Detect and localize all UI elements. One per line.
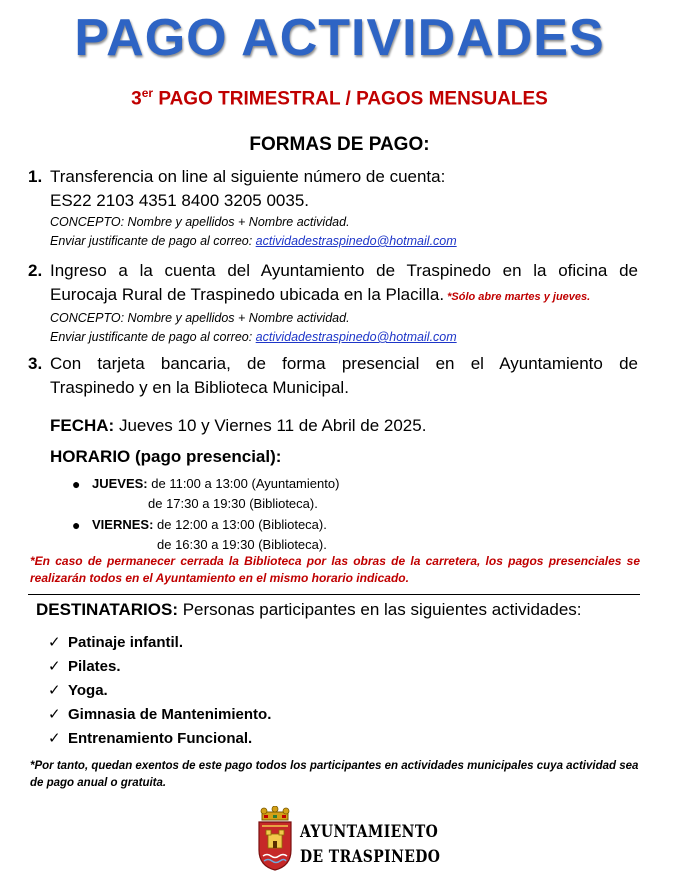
- email-label: Enviar justificante de pago al correo:: [50, 234, 256, 248]
- subtitle-sup: er: [141, 86, 154, 100]
- schedule-slot: de 12:00 a 13:00 (Biblioteca).: [153, 517, 327, 532]
- method-line-2: [50, 283, 638, 309]
- method-line: Transferencia on line al siguiente número de cuenta:: [50, 167, 446, 186]
- bullet-icon: ●: [72, 517, 81, 533]
- page-subtitle: [0, 86, 679, 110]
- checkmark-icon: ✓: [48, 634, 61, 651]
- subtitle-rest: PAGO TRIMESTRAL / PAGOS MENSUALES: [153, 88, 548, 110]
- email-label: Enviar justificante de pago al correo:: [50, 330, 256, 344]
- email-link[interactable]: actividadestraspinedo@hotmail.com: [255, 330, 457, 344]
- schedule-day: VIERNES:: [92, 517, 154, 532]
- schedule-thursday: [72, 474, 472, 516]
- fecha-label: FECHA:: [50, 416, 115, 435]
- method-email-row: [50, 328, 638, 347]
- checkmark-icon: ✓: [48, 706, 61, 723]
- method-number: 3.: [28, 354, 43, 373]
- destinatarios-label: DESTINATARIOS:: [36, 600, 178, 619]
- payment-method-3: [28, 352, 638, 400]
- schedule-slot-2: de 16:30 a 19:30 (Biblioteca).: [157, 537, 327, 552]
- warning-note: *En caso de permanecer cerrada la Biblioteca por las obras de la carretera, los pagos presenciales se realizarán todos en el Ayuntamiento en el mismo horario indicado.: [30, 554, 640, 585]
- checkmark-icon: ✓: [48, 730, 61, 747]
- destinatarios-text: Personas participantes en las siguientes actividades:: [177, 600, 582, 619]
- opening-note: *Sólo abre martes y jueves.: [444, 291, 591, 303]
- logo-text: [300, 820, 440, 870]
- payment-method-1: [28, 165, 638, 251]
- page-title: PAGO ACTIVIDADES: [74, 9, 605, 67]
- method-number: 2.: [28, 261, 43, 280]
- activity-item: [48, 681, 108, 699]
- activity-item: [48, 729, 252, 747]
- checkmark-icon: ✓: [48, 658, 61, 675]
- schedule-slot-2: de 17:30 a 19:30 (Biblioteca).: [148, 496, 318, 511]
- forms-title: FORMAS DE PAGO:: [249, 134, 430, 155]
- subtitle-ordinal: 3: [131, 88, 142, 110]
- activity-label: Yoga.: [68, 682, 108, 699]
- checkmark-icon: ✓: [48, 682, 61, 699]
- fecha-value: Jueves 10 y Viernes 11 de Abril de 2025.: [114, 416, 427, 435]
- email-link[interactable]: actividadestraspinedo@hotmail.com: [255, 234, 457, 248]
- logo-line-2: DE TRASPINEDO: [300, 847, 441, 867]
- method-line: Ingreso a la cuenta del Ayuntamiento de Traspinedo en la oficina de: [50, 261, 638, 280]
- method-line-text: Eurocaja Rural de Traspinedo ubicada en la Placilla.: [50, 285, 445, 304]
- account-number: ES22 2103 4351 8400 3205 0035.: [50, 191, 310, 210]
- schedule-friday: [72, 515, 472, 557]
- method-line-2: Traspinedo y en la Biblioteca Municipal.: [50, 378, 349, 397]
- activity-item: [48, 633, 183, 651]
- destinatarios-row: [36, 600, 582, 620]
- method-number: 1.: [28, 167, 43, 186]
- bullet-icon: ●: [72, 476, 81, 492]
- footnote: *Por tanto, quedan exentos de este pago todos los participantes en actividades municipales cuya actividad sea de pago anual o gratuita.: [30, 760, 639, 789]
- activity-item: [48, 657, 121, 675]
- schedule-day: JUEVES:: [92, 476, 148, 491]
- activity-label: Entrenamiento Funcional.: [68, 730, 253, 747]
- activity-label: Gimnasia de Mantenimiento.: [68, 706, 272, 723]
- method-line: Con tarjeta bancaria, de forma presencial en el Ayuntamiento de: [50, 354, 638, 373]
- logo-line-1: AYUNTAMIENTO: [300, 822, 439, 842]
- method-email-row: [50, 232, 638, 251]
- fecha-row: [50, 416, 426, 436]
- method-concept: CONCEPTO: Nombre y apellidos + Nombre actividad.: [50, 311, 350, 325]
- activity-item: [48, 705, 271, 723]
- coat-of-arms-icon: [254, 806, 296, 872]
- schedule-slot: de 11:00 a 13:00 (Ayuntamiento): [147, 476, 340, 491]
- activity-label: Patinaje infantil.: [68, 634, 184, 651]
- horario-label: HORARIO (pago presencial):: [50, 447, 282, 466]
- divider: [28, 594, 640, 595]
- activity-label: Pilates.: [68, 658, 121, 675]
- payment-method-2: [28, 259, 638, 347]
- method-concept: CONCEPTO: Nombre y apellidos + Nombre actividad.: [50, 215, 350, 229]
